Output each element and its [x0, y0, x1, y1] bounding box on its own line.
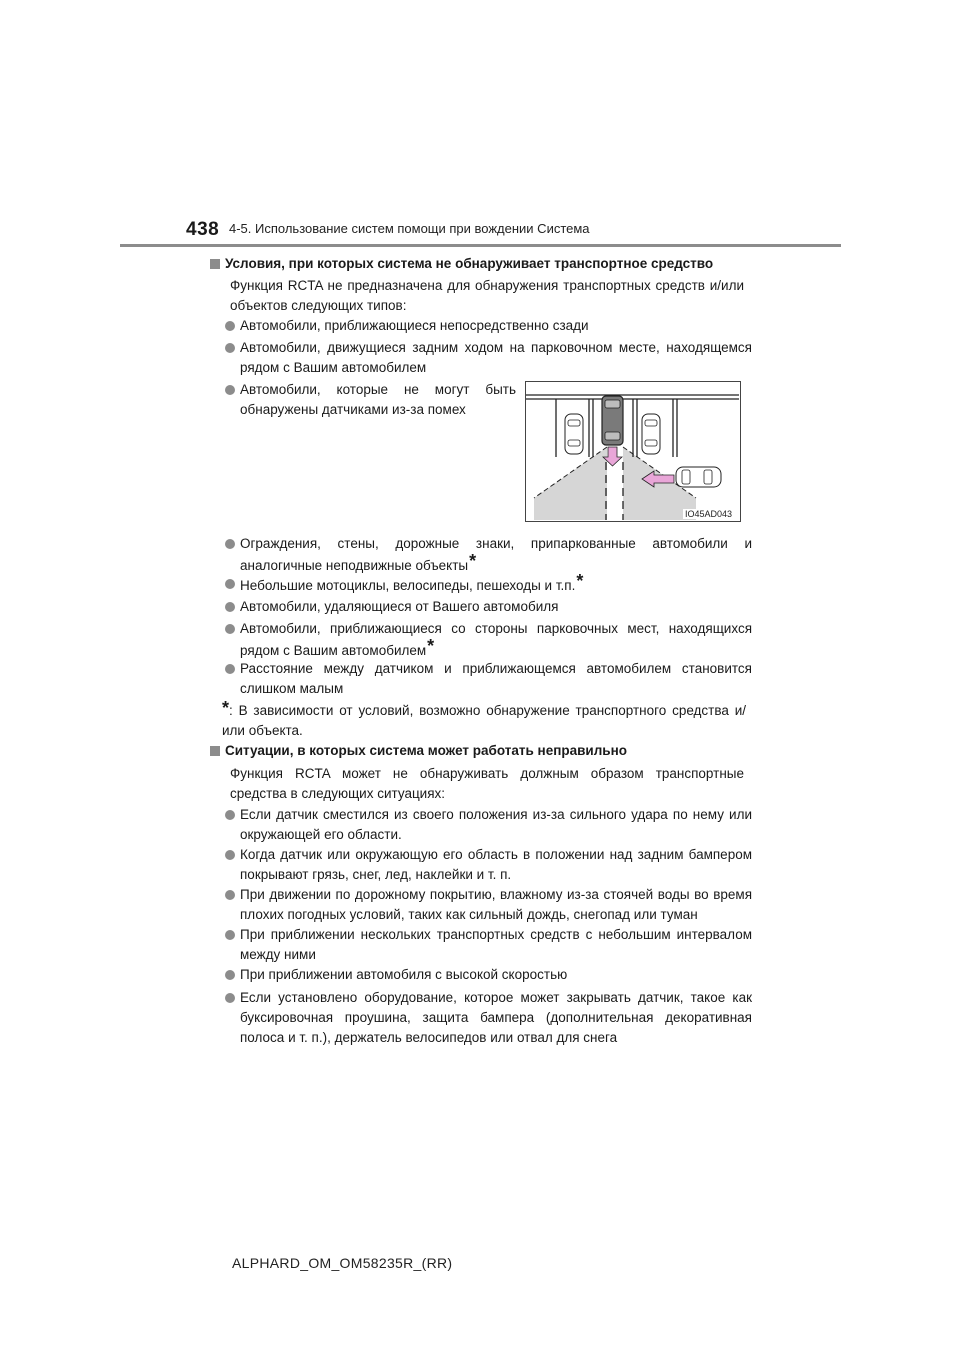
approaching-car — [676, 467, 721, 487]
bullet-icon — [225, 539, 235, 549]
parked-car-left — [565, 414, 583, 454]
bullet-icon — [225, 850, 235, 860]
section-intro-malfunction: Функция RCTA может не обнаруживать должным образом транспортные средства в следующих ситуациях: — [230, 766, 744, 801]
bullet-icon — [225, 321, 235, 331]
list-item: Автомобили, приближающиеся со стороны парковочных мест, находящихся рядом с Вашим автомобилем* — [240, 619, 752, 661]
bullet-icon — [225, 579, 235, 589]
bullet-icon — [225, 343, 235, 353]
parked-car-right — [642, 414, 660, 454]
bullet-icon — [225, 602, 235, 612]
own-vehicle — [602, 396, 623, 445]
list-item: Автомобили, приближающиеся непосредственно сзади — [240, 316, 752, 336]
list-item: Автомобили, которые не могут быть обнаружены датчиками из-за помех — [240, 380, 516, 420]
left-detection-zone — [534, 447, 607, 520]
list-item: При движении по дорожному покрытию, влажному из-за стоячей воды во время плохих погодных условий, таких как сильный дождь, снегопад или туман — [240, 885, 752, 925]
chapter-title: 4-5. Использование систем помощи при вождении Система — [229, 221, 590, 236]
footnote-marker: * — [469, 551, 477, 571]
list-item: Если установлено оборудование, которое может закрывать датчик, такое как буксировочная проушина, защита бампера (дополнительная декоративная полоса и т. п.), держатель велосипедов или отвал для снега — [240, 988, 752, 1048]
page-number: 438 — [186, 219, 220, 240]
list-item: Автомобили, движущиеся задним ходом на парковочном месте, находящемся рядом с Вашим автомобилем — [240, 338, 752, 378]
footnote-star: * — [222, 698, 230, 718]
bullet-icon — [225, 890, 235, 900]
list-item: Если датчик сместился из своего положения из-за сильного удара по нему или окружающей его области. — [240, 805, 752, 845]
bullet-icon — [225, 385, 235, 395]
list-item: Когда датчик или окружающую его область в положении над задним бампером покрывают грязь, снег, лед, наклейки и т. п. — [240, 845, 752, 885]
document-id: ALPHARD_OM_OM58235R_(RR) — [232, 1255, 453, 1271]
parking-diagram — [525, 381, 741, 522]
footnote-marker: * — [427, 636, 435, 656]
list-item: При приближении автомобиля с высокой скоростью — [240, 965, 752, 985]
footnote-marker: * — [576, 571, 584, 591]
bullet-icon — [225, 970, 235, 980]
section-square-icon — [210, 746, 220, 756]
bullet-icon — [225, 930, 235, 940]
list-item: При приближении нескольких транспортных средств с небольшим интервалом между ними — [240, 925, 752, 965]
footnote: *: В зависимости от условий, возможно обнаружение транспортного средства и/ или объекта. — [222, 698, 746, 738]
figure-code: IO45AD043 — [684, 509, 732, 519]
bullet-icon — [225, 810, 235, 820]
list-item: Автомобили, удаляющиеся от Вашего автомобиля — [240, 597, 752, 617]
bullet-icon — [225, 664, 235, 674]
bullet-icon — [225, 993, 235, 1003]
section-square-icon — [210, 259, 220, 269]
list-item: Расстояние между датчиком и приближающемся автомобилем становится слишком малым — [240, 659, 752, 699]
section-title-malfunction: Ситуации, в которых система может работать неправильно — [210, 742, 627, 760]
parking-diagram-svg — [526, 382, 739, 520]
list-item: Небольшие мотоциклы, велосипеды, пешеходы и т.п.* — [240, 574, 752, 596]
list-item: Ограждения, стены, дорожные знаки, припаркованные автомобили и аналогичные неподвижные объекты* — [240, 534, 752, 576]
header-rule — [120, 244, 841, 247]
section-title-not-detected: Условия, при которых система не обнаруживает транспортное средство — [210, 255, 713, 273]
bullet-icon — [225, 624, 235, 634]
section-intro-not-detected: Функция RCTA не предназначена для обнаружения транспортных средств и/или объектов следующих типов: — [230, 278, 744, 313]
